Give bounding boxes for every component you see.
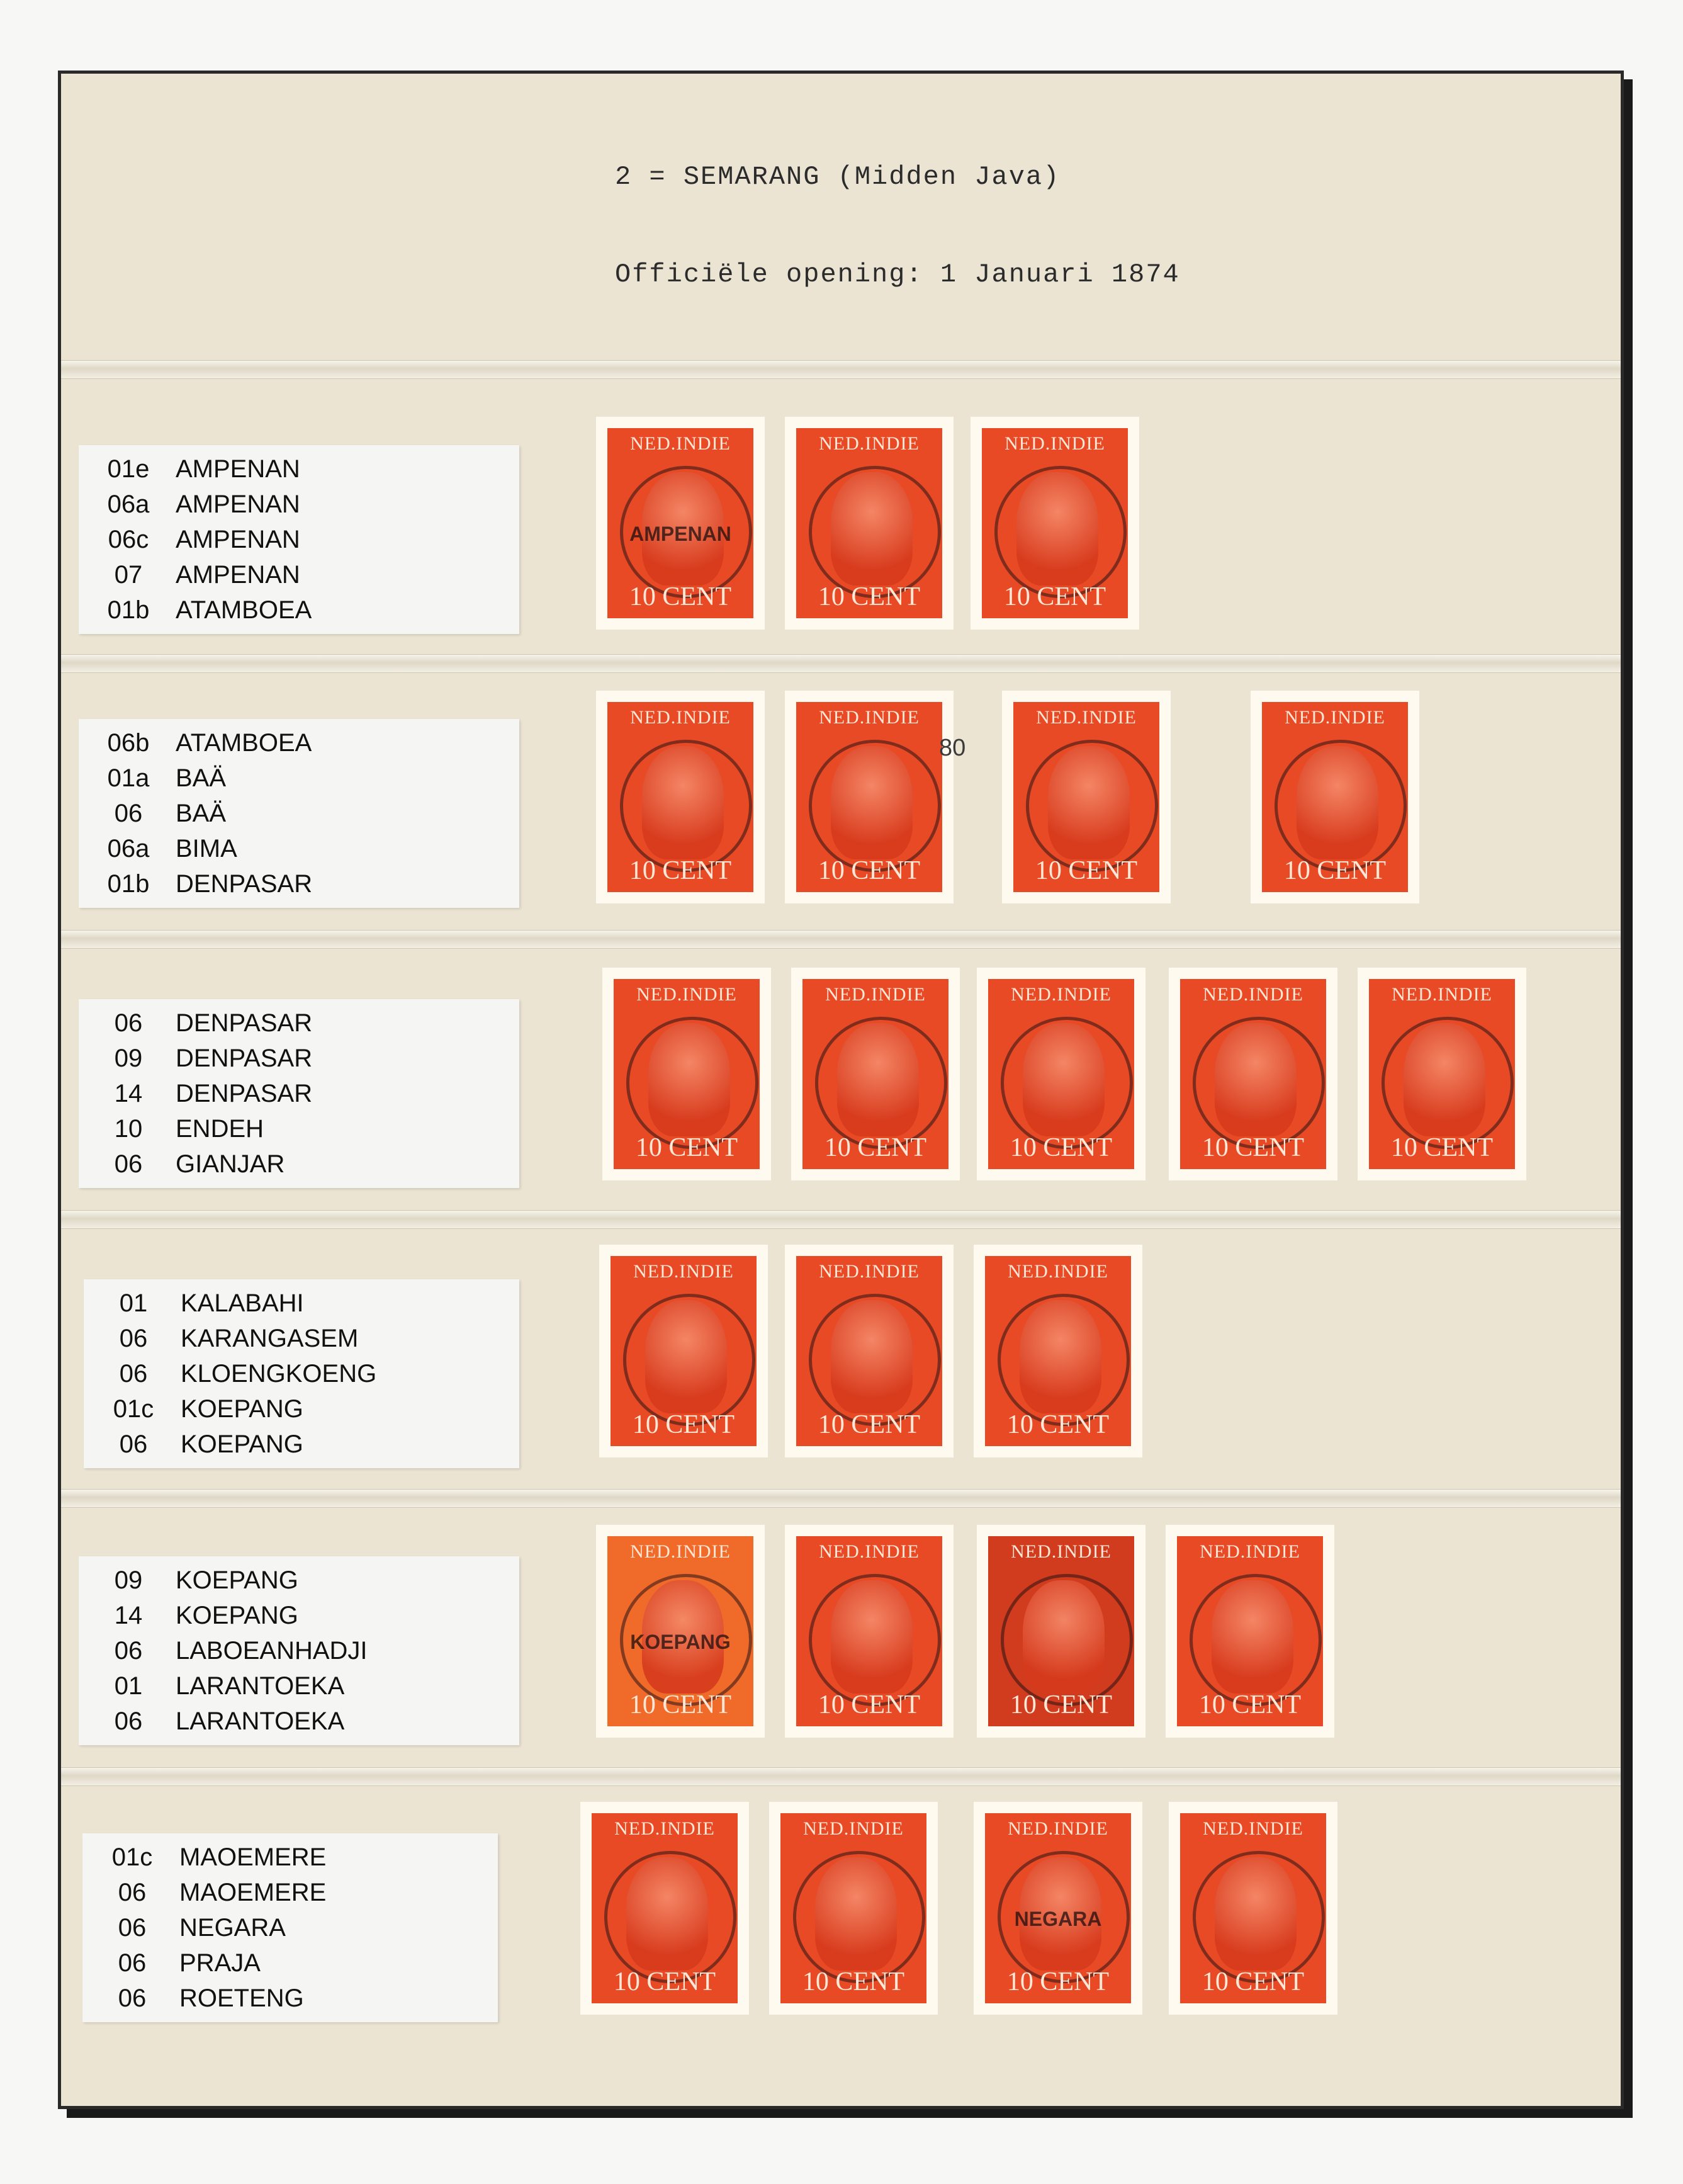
stamp [785, 1525, 954, 1738]
post-office-label [79, 999, 519, 1188]
postmark-icon [998, 1294, 1130, 1426]
entry-code: 06c [108, 525, 149, 553]
stamp-design [1180, 1813, 1326, 2003]
label-entry [94, 1598, 504, 1633]
stamp [785, 1245, 954, 1457]
label-entry [99, 1356, 504, 1391]
postmark-icon [626, 1017, 758, 1149]
strip-separator [61, 360, 1621, 379]
stamp [1002, 691, 1171, 903]
entry-code: 01b [107, 596, 150, 624]
hinge-mark: 80 [939, 735, 966, 761]
entry-code: 01c [113, 1395, 154, 1423]
label-entry [98, 1945, 483, 1981]
label-entry [94, 557, 504, 592]
stamp [1169, 968, 1337, 1180]
entry-code: 06 [118, 1949, 147, 1977]
stamp [596, 417, 765, 630]
stamp [974, 1245, 1142, 1457]
stamp-value: 10 CENT [1006, 1967, 1110, 1996]
entry-place: MAOEMERE [179, 1843, 327, 1871]
strip-separator [61, 1210, 1621, 1229]
stamp-value: 10 CENT [1006, 1410, 1110, 1439]
stamp-design [592, 1813, 738, 2003]
stamp-country: NED.INDIE [630, 1541, 731, 1562]
entry-place: LARANTOEKA [176, 1672, 345, 1700]
postmark-icon [809, 1294, 941, 1426]
entry-code: 01 [114, 1672, 143, 1700]
stamp-value: 10 CENT [629, 856, 732, 885]
stamp-value: 10 CENT [1202, 1967, 1305, 1996]
page-title: 2 = SEMARANG (Midden Java) [615, 162, 1061, 192]
entry-place: PRAJA [179, 1949, 261, 1977]
label-entry [98, 1981, 483, 2016]
stamp [1166, 1525, 1334, 1738]
entry-place: KALABAHI [181, 1289, 304, 1317]
stamp-country: NED.INDIE [1008, 1818, 1108, 1839]
stamp-value: 10 CENT [1198, 1690, 1302, 1719]
stamp-design [802, 979, 948, 1169]
postmark-icon [1193, 1851, 1325, 1983]
label-entry [94, 487, 504, 522]
entry-place: DENPASAR [176, 1044, 313, 1072]
stamp-country: NED.INDIE [819, 707, 920, 728]
stamp-value: 10 CENT [818, 856, 921, 885]
stamp [785, 417, 954, 630]
strip-separator [61, 1767, 1621, 1786]
stamp-country: NED.INDIE [1005, 433, 1105, 454]
stamp-design [607, 1536, 753, 1726]
label-entry [94, 1111, 504, 1146]
stamp-country: NED.INDIE [819, 1261, 920, 1282]
stamp-country: NED.INDIE [630, 707, 731, 728]
entry-code: 06 [114, 1707, 143, 1735]
entry-code: 01e [107, 455, 150, 483]
label-entry [94, 796, 504, 831]
postmark-icon [1275, 740, 1407, 872]
entry-place: MAOEMERE [179, 1878, 327, 1906]
label-entry [94, 1704, 504, 1739]
entry-place: AMPENAN [176, 490, 300, 518]
post-office-label [79, 445, 519, 634]
entry-place: BIMA [176, 834, 237, 863]
stamp-value: 10 CENT [818, 1690, 921, 1719]
stamp-design [796, 1536, 942, 1726]
stamp-design [607, 702, 753, 892]
postmark-icon [620, 740, 752, 872]
entry-code: 06b [107, 728, 150, 757]
postmark-icon [1190, 1574, 1322, 1706]
stamp-design [611, 1256, 757, 1446]
stamp-value: 10 CENT [818, 582, 921, 611]
stamp-country: NED.INDIE [1392, 984, 1492, 1005]
label-entry [94, 451, 504, 487]
entry-code: 01 [119, 1289, 148, 1317]
entry-place: AMPENAN [176, 560, 300, 589]
entry-place: GIANJAR [176, 1150, 285, 1178]
stamp-country: NED.INDIE [633, 1261, 734, 1282]
entry-code: 06 [114, 1636, 143, 1665]
stamp-value: 10 CENT [613, 1967, 716, 1996]
entry-code: 06 [114, 799, 143, 827]
label-entry [94, 761, 504, 796]
stamp-design [780, 1813, 926, 2003]
stamp-country: NED.INDIE [819, 1541, 920, 1562]
entry-place: DENPASAR [176, 869, 313, 898]
entry-code: 06 [118, 1878, 147, 1906]
label-entry [99, 1427, 504, 1462]
stamp-value: 10 CENT [818, 1410, 921, 1439]
stamp-country: NED.INDIE [1203, 984, 1303, 1005]
entry-code: 01a [107, 764, 150, 792]
postmark-icon [809, 466, 941, 598]
stamp-design [1180, 979, 1326, 1169]
stamp-design [1369, 979, 1515, 1169]
label-entry [94, 1668, 504, 1704]
stamp-value: 10 CENT [1390, 1133, 1494, 1162]
label-entry [99, 1286, 504, 1321]
label-entry [94, 725, 504, 761]
postmark-icon [815, 1017, 947, 1149]
stamp [596, 691, 765, 903]
entry-code: 06 [114, 1150, 143, 1178]
post-office-label [84, 1279, 519, 1468]
entry-place: KOEPANG [176, 1601, 298, 1629]
entry-place: LARANTOEKA [176, 1707, 345, 1735]
stamp-value: 10 CENT [1035, 856, 1138, 885]
post-office-label [79, 1556, 519, 1745]
stamp [580, 1802, 749, 2015]
stamp-country: NED.INDIE [1285, 707, 1385, 728]
stamp-value: 10 CENT [629, 1690, 732, 1719]
album-page [58, 71, 1624, 2109]
stamp [1169, 1802, 1337, 2015]
stamp-country: NED.INDIE [1036, 707, 1137, 728]
stamp-country: NED.INDIE [636, 984, 737, 1005]
postmark-icon [994, 466, 1127, 598]
entry-code: 06a [107, 834, 150, 863]
entry-place: BAÄ [176, 799, 227, 827]
opening-date: Officiële opening: 1 Januari 1874 [615, 259, 1180, 290]
entry-place: DENPASAR [176, 1079, 313, 1107]
strip-separator [61, 654, 1621, 673]
postmark-text: KOEPANG [630, 1631, 731, 1653]
stamp [977, 1525, 1145, 1738]
entry-place: NEGARA [179, 1913, 286, 1942]
stamp-country: NED.INDIE [1011, 1541, 1112, 1562]
postmark-text: AMPENAN [629, 523, 731, 545]
label-entry [99, 1391, 504, 1427]
entry-place: BAÄ [176, 764, 227, 792]
stamp-value: 10 CENT [1202, 1133, 1305, 1162]
entry-place: AMPENAN [176, 525, 300, 553]
stamp-country: NED.INDIE [819, 433, 920, 454]
stamp-country: NED.INDIE [1200, 1541, 1300, 1562]
postmark-icon [1026, 740, 1158, 872]
stamp-value: 10 CENT [632, 1410, 735, 1439]
label-entry [94, 1633, 504, 1668]
label-entry [98, 1910, 483, 1945]
entry-place: ENDEH [176, 1114, 264, 1143]
stamp-design [796, 428, 942, 618]
stamp [1251, 691, 1419, 903]
entry-place: KOEPANG [176, 1566, 298, 1594]
label-entry [94, 1146, 504, 1182]
stamp [785, 691, 954, 903]
postmark-icon [1193, 1017, 1325, 1149]
stamp-value: 10 CENT [824, 1133, 927, 1162]
label-entry [98, 1840, 483, 1875]
entry-code: 14 [114, 1601, 143, 1629]
entry-code: 06 [114, 1009, 143, 1037]
label-entry [98, 1875, 483, 1910]
entry-place: KARANGASEM [181, 1324, 359, 1352]
stamp-value: 10 CENT [1003, 582, 1106, 611]
stamp-country: NED.INDIE [630, 433, 731, 454]
entry-code: 10 [114, 1114, 143, 1143]
label-entry [94, 522, 504, 557]
stamp-design [614, 979, 760, 1169]
entry-place: AMPENAN [176, 455, 300, 483]
postmark-icon [809, 740, 941, 872]
label-entry [94, 831, 504, 866]
entry-code: 06a [107, 490, 150, 518]
stamp-country: NED.INDIE [803, 1818, 904, 1839]
label-entry [94, 1563, 504, 1598]
stamp-country: NED.INDIE [1008, 1261, 1108, 1282]
post-office-label [79, 719, 519, 908]
stamp-design [796, 1256, 942, 1446]
entry-code: 09 [114, 1566, 143, 1594]
stamp-value: 10 CENT [1283, 856, 1387, 885]
stamp [977, 968, 1145, 1180]
entry-place: DENPASAR [176, 1009, 313, 1037]
stamp-value: 10 CENT [629, 582, 732, 611]
stamp [974, 1802, 1142, 2015]
entry-place: KLOENGKOENG [181, 1359, 377, 1388]
stamp-design [1177, 1536, 1323, 1726]
entry-code: 07 [114, 560, 143, 589]
label-entry [94, 1041, 504, 1076]
stamp-design [985, 1256, 1131, 1446]
entry-place: KOEPANG [181, 1430, 303, 1458]
entry-place: ATAMBOEA [176, 596, 312, 624]
post-office-label [82, 1833, 498, 2022]
entry-place: KOEPANG [181, 1395, 303, 1423]
stamp-design [982, 428, 1128, 618]
stamp-design [988, 979, 1134, 1169]
stamp [971, 417, 1139, 630]
entry-place: ATAMBOEA [176, 728, 312, 757]
strip-separator [61, 1489, 1621, 1508]
stamp-design [607, 428, 753, 618]
entry-code: 06 [119, 1430, 148, 1458]
postmark-icon [1001, 1574, 1133, 1706]
stamp-country: NED.INDIE [614, 1818, 715, 1839]
entry-code: 09 [114, 1044, 143, 1072]
postmark-text: NEGARA [1014, 1908, 1102, 1930]
stamp-value: 10 CENT [802, 1967, 905, 1996]
stamp-design [985, 1813, 1131, 2003]
label-entry [99, 1321, 504, 1356]
stamp [791, 968, 960, 1180]
stamp-value: 10 CENT [1010, 1133, 1113, 1162]
postmark-icon [604, 1851, 736, 1983]
stamp-country: NED.INDIE [825, 984, 926, 1005]
entry-code: 14 [114, 1079, 143, 1107]
label-entry [94, 1076, 504, 1111]
stamp [1358, 968, 1526, 1180]
postmark-icon [809, 1574, 941, 1706]
stamp [599, 1245, 768, 1457]
entry-code: 06 [118, 1984, 147, 2012]
stamp-value: 10 CENT [1010, 1690, 1113, 1719]
entry-code: 01b [107, 869, 150, 898]
stamp [602, 968, 771, 1180]
postmark-icon [1001, 1017, 1133, 1149]
strip-separator [61, 930, 1621, 949]
postmark-icon [1382, 1017, 1514, 1149]
label-entry [94, 866, 504, 902]
postmark-icon [623, 1294, 755, 1426]
entry-place: LABOEANHADJI [176, 1636, 368, 1665]
stamp-design [1013, 702, 1159, 892]
entry-code: 06 [119, 1324, 148, 1352]
entry-code: 06 [118, 1913, 147, 1942]
label-entry [94, 592, 504, 628]
stamp-design [988, 1536, 1134, 1726]
stamp [596, 1525, 765, 1738]
stamp-country: NED.INDIE [1011, 984, 1112, 1005]
entry-place: ROETENG [179, 1984, 304, 2012]
label-entry [94, 1005, 504, 1041]
stamp-design [1262, 702, 1408, 892]
stamp-design [796, 702, 942, 892]
stamp-value: 10 CENT [635, 1133, 738, 1162]
entry-code: 01c [111, 1843, 153, 1871]
stamp-country: NED.INDIE [1203, 1818, 1303, 1839]
entry-code: 06 [119, 1359, 148, 1388]
stamp [769, 1802, 938, 2015]
postmark-icon [793, 1851, 925, 1983]
